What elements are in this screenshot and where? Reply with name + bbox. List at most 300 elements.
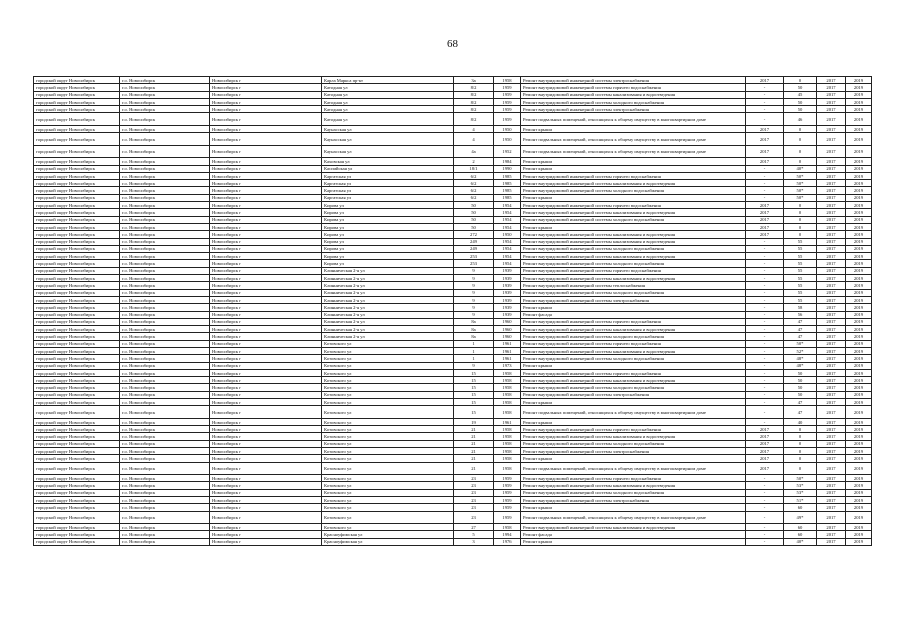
table-row (34, 296, 872, 303)
house-cell: 9 (454, 267, 494, 274)
table-row (34, 440, 872, 447)
period-end-cell: 2019 (846, 418, 872, 425)
period-start-cell: 2017 (817, 355, 846, 362)
street-cell: Кирова ул (322, 216, 454, 223)
wear-percent-cell: 47 (784, 318, 817, 325)
street-cell: Карла Маркса пр-кт (322, 77, 454, 84)
municipality-cell: городской округ Новосибирск (34, 158, 120, 165)
municipality-cell: городской округ Новосибирск (34, 311, 120, 318)
period-end-cell: 2019 (846, 216, 872, 223)
period-end-cell: 2019 (846, 106, 872, 113)
municipality-cell: городской округ Новосибирск (34, 433, 120, 440)
settlement-cell: Новосибирск г (210, 145, 322, 158)
house-cell: 21 (454, 433, 494, 440)
period-start-cell: 2017 (817, 377, 846, 384)
period-start-cell: 2017 (817, 202, 846, 209)
period-start-cell: 2017 (817, 538, 846, 545)
table-row (34, 497, 872, 504)
municipality-cell: городской округ Новосибирск (34, 448, 120, 455)
settlement-cell: Новосибирск г (210, 106, 322, 113)
district-cell: г.о. Новосибирск (120, 98, 210, 105)
work-type-cell: Ремонт внутридомовой инженерной системы холодного водоснабжения (521, 384, 746, 391)
street-cell: Клинническая 2-я ул (322, 311, 454, 318)
house-cell: 18/1 (454, 165, 494, 172)
start-year-cell: 2017 (746, 426, 784, 433)
municipality-cell: городской округ Новосибирск (34, 391, 120, 398)
district-cell: г.о. Новосибирск (120, 282, 210, 289)
year-built-cell: 1958 (494, 77, 521, 84)
table-row (34, 289, 872, 296)
municipality-cell: городской округ Новосибирск (34, 133, 120, 146)
street-cell: Клинническая 2-я ул (322, 326, 454, 333)
house-cell: 50 (454, 216, 494, 223)
period-end-cell: 2019 (846, 296, 872, 303)
district-cell: г.о. Новосибирск (120, 158, 210, 165)
settlement-cell: Новосибирск г (210, 158, 322, 165)
settlement-cell: Новосибирск г (210, 355, 322, 362)
street-cell: Котовского ул (322, 384, 454, 391)
start-year-cell: - (746, 418, 784, 425)
table-row (34, 418, 872, 425)
start-year-cell: - (746, 475, 784, 482)
period-start-cell: 2017 (817, 172, 846, 179)
street-cell: Котовского ул (322, 433, 454, 440)
house-cell: 8/2 (454, 84, 494, 91)
year-built-cell: 1961 (494, 348, 521, 355)
wear-percent-cell: 50 (784, 98, 817, 105)
period-start-cell: 2017 (817, 216, 846, 223)
house-cell: 9 (454, 282, 494, 289)
table-row (34, 362, 872, 369)
settlement-cell: Новосибирск г (210, 98, 322, 105)
wear-percent-cell: 55 (784, 238, 817, 245)
year-built-cell: 1958 (494, 384, 521, 391)
work-type-cell: Ремонт крыши (521, 399, 746, 406)
municipality-cell: городской округ Новосибирск (34, 296, 120, 303)
table-row (34, 426, 872, 433)
start-year-cell: - (746, 399, 784, 406)
start-year-cell: - (746, 253, 784, 260)
street-cell: Кирова ул (322, 209, 454, 216)
municipality-cell: городской округ Новосибирск (34, 377, 120, 384)
period-end-cell: 2019 (846, 145, 872, 158)
wear-percent-cell: 60 (784, 531, 817, 538)
municipality-cell: городской округ Новосибирск (34, 497, 120, 504)
work-type-cell: Ремонт внутридомовой инженерной системы горячего водоснабжения (521, 369, 746, 376)
year-built-cell: 1939 (494, 311, 521, 318)
municipality-cell: городской округ Новосибирск (34, 245, 120, 252)
period-start-cell: 2017 (817, 326, 846, 333)
year-built-cell: 1958 (494, 426, 521, 433)
settlement-cell: Новосибирск г (210, 223, 322, 230)
table-row (34, 275, 872, 282)
work-type-cell: Ремонт подвальных помещений, относящихся к общему имуществу в многоквартирном доме (521, 133, 746, 146)
period-end-cell: 2019 (846, 158, 872, 165)
municipality-cell: городской округ Новосибирск (34, 172, 120, 179)
wear-percent-cell: 0 (784, 202, 817, 209)
house-cell: 6/2 (454, 187, 494, 194)
period-start-cell: 2017 (817, 369, 846, 376)
period-start-cell: 2017 (817, 238, 846, 245)
table-row (34, 180, 872, 187)
work-type-cell: Ремонт крыши (521, 362, 746, 369)
start-year-cell: - (746, 538, 784, 545)
year-built-cell: 1958 (494, 440, 521, 447)
street-cell: Котовского ул (322, 355, 454, 362)
municipality-cell: городской округ Новосибирск (34, 362, 120, 369)
work-type-cell: Ремонт крыши (521, 158, 746, 165)
wear-percent-cell: 50 (784, 84, 817, 91)
period-start-cell: 2017 (817, 253, 846, 260)
table-row (34, 326, 872, 333)
district-cell: г.о. Новосибирск (120, 348, 210, 355)
settlement-cell: Новосибирск г (210, 362, 322, 369)
district-cell: г.о. Новосибирск (120, 326, 210, 333)
municipality-cell: городской округ Новосибирск (34, 194, 120, 201)
work-type-cell: Ремонт подвальных помещений, относящихся к общему имуществу в многоквартирном доме (521, 511, 746, 524)
wear-percent-cell: 40 (784, 418, 817, 425)
table-row (34, 165, 872, 172)
year-built-cell: 1958 (494, 524, 521, 531)
municipality-cell: городской округ Новосибирск (34, 475, 120, 482)
table-row (34, 267, 872, 274)
start-year-cell: 2017 (746, 209, 784, 216)
district-cell: г.о. Новосибирск (120, 216, 210, 223)
municipality-cell: городской округ Новосибирск (34, 253, 120, 260)
table-row (34, 369, 872, 376)
work-type-cell: Ремонт внутридомовой инженерной системы канализования и водоотведения (521, 209, 746, 216)
wear-percent-cell: 50* (784, 180, 817, 187)
table-row (34, 462, 872, 475)
table-row (34, 202, 872, 209)
wear-percent-cell: 50* (784, 475, 817, 482)
table-row (34, 475, 872, 482)
wear-percent-cell: 55 (784, 289, 817, 296)
settlement-cell: Новосибирск г (210, 455, 322, 462)
table-row (34, 348, 872, 355)
year-built-cell: 1985 (494, 180, 521, 187)
period-start-cell: 2017 (817, 418, 846, 425)
work-type-cell: Ремонт внутридомовой инженерной системы холодного водоснабжения (521, 355, 746, 362)
district-cell: г.о. Новосибирск (120, 475, 210, 482)
start-year-cell: - (746, 497, 784, 504)
year-built-cell: 1959 (494, 504, 521, 511)
house-cell: 6/2 (454, 180, 494, 187)
wear-percent-cell: 52* (784, 348, 817, 355)
work-type-cell: Ремонт внутридомовой инженерной системы горячего водоснабжения (521, 475, 746, 482)
period-end-cell: 2019 (846, 165, 872, 172)
start-year-cell: - (746, 113, 784, 126)
work-type-cell: Ремонт внутридомовой инженерной системы холодного водоснабжения (521, 489, 746, 496)
street-cell: Каргатская ул (322, 172, 454, 179)
year-built-cell: 1961 (494, 418, 521, 425)
house-cell: 21 (454, 448, 494, 455)
table-row (34, 223, 872, 230)
district-cell: г.о. Новосибирск (120, 384, 210, 391)
street-cell: Клинническая 2-я ул (322, 304, 454, 311)
period-end-cell: 2019 (846, 504, 872, 511)
table-row (34, 113, 872, 126)
work-type-cell: Ремонт фасада (521, 531, 746, 538)
house-cell: 3а (454, 77, 494, 84)
period-start-cell: 2017 (817, 106, 846, 113)
municipality-cell: городской округ Новосибирск (34, 511, 120, 524)
period-start-cell: 2017 (817, 475, 846, 482)
period-start-cell: 2017 (817, 113, 846, 126)
wear-percent-cell: 60 (784, 524, 817, 531)
period-end-cell: 2019 (846, 406, 872, 419)
period-end-cell: 2019 (846, 362, 872, 369)
start-year-cell: - (746, 384, 784, 391)
work-type-cell: Ремонт внутридомовой инженерной системы горячего водоснабжения (521, 172, 746, 179)
table-row (34, 194, 872, 201)
settlement-cell: Новосибирск г (210, 187, 322, 194)
street-cell: Каргатская ул (322, 180, 454, 187)
year-built-cell: 1958 (494, 433, 521, 440)
street-cell: Котовского ул (322, 348, 454, 355)
district-cell: г.о. Новосибирск (120, 311, 210, 318)
district-cell: г.о. Новосибирск (120, 238, 210, 245)
table-row (34, 311, 872, 318)
period-start-cell: 2017 (817, 340, 846, 347)
start-year-cell: - (746, 333, 784, 340)
work-type-cell: Ремонт внутридомовой инженерной системы холодного водоснабжения (521, 440, 746, 447)
start-year-cell: 2017 (746, 202, 784, 209)
house-cell: 6/2 (454, 194, 494, 201)
wear-percent-cell: 0 (784, 426, 817, 433)
house-cell: 23 (454, 475, 494, 482)
period-start-cell: 2017 (817, 165, 846, 172)
table-row (34, 448, 872, 455)
work-type-cell: Ремонт внутридомовой инженерной системы холодного водоснабжения (521, 216, 746, 223)
street-cell: Катодная ул (322, 113, 454, 126)
street-cell: Кирова ул (322, 231, 454, 238)
house-cell: 8/2 (454, 106, 494, 113)
period-end-cell: 2019 (846, 377, 872, 384)
year-built-cell: 1954 (494, 245, 521, 252)
house-cell: 21 (454, 426, 494, 433)
municipality-cell: городской округ Новосибирск (34, 426, 120, 433)
wear-percent-cell: 0 (784, 158, 817, 165)
settlement-cell: Новосибирск г (210, 202, 322, 209)
start-year-cell: - (746, 377, 784, 384)
street-cell: Клинническая 2-я ул (322, 333, 454, 340)
period-end-cell: 2019 (846, 340, 872, 347)
start-year-cell: - (746, 355, 784, 362)
start-year-cell: - (746, 84, 784, 91)
municipality-cell: городской округ Новосибирск (34, 165, 120, 172)
period-start-cell: 2017 (817, 77, 846, 84)
street-cell: Котовского ул (322, 455, 454, 462)
house-cell: 253 (454, 253, 494, 260)
house-cell: 9 (454, 311, 494, 318)
period-start-cell: 2017 (817, 531, 846, 538)
table-row (34, 158, 872, 165)
table-row (34, 238, 872, 245)
house-cell: 50 (454, 202, 494, 209)
settlement-cell: Новосибирск г (210, 462, 322, 475)
work-type-cell: Ремонт подвальных помещений, относящихся к общему имуществу в многоквартирном доме (521, 406, 746, 419)
settlement-cell: Новосибирск г (210, 482, 322, 489)
settlement-cell: Новосибирск г (210, 531, 322, 538)
period-start-cell: 2017 (817, 504, 846, 511)
start-year-cell: - (746, 482, 784, 489)
period-start-cell: 2017 (817, 311, 846, 318)
district-cell: г.о. Новосибирск (120, 489, 210, 496)
year-built-cell: 1958 (494, 369, 521, 376)
district-cell: г.о. Новосибирск (120, 260, 210, 267)
work-type-cell: Ремонт подвальных помещений, относящихся к общему имуществу в многоквартирном доме (521, 145, 746, 158)
settlement-cell: Новосибирск г (210, 231, 322, 238)
period-end-cell: 2019 (846, 187, 872, 194)
work-type-cell: Ремонт внутридомовой инженерной системы горячего водоснабжения (521, 267, 746, 274)
table-row (34, 333, 872, 340)
house-cell: 249 (454, 238, 494, 245)
street-cell: Каргатская ул (322, 194, 454, 201)
house-cell: 23 (454, 497, 494, 504)
municipality-cell: городской округ Новосибирск (34, 384, 120, 391)
year-built-cell: 1958 (494, 399, 521, 406)
table-row (34, 172, 872, 179)
period-start-cell: 2017 (817, 362, 846, 369)
settlement-cell: Новосибирск г (210, 238, 322, 245)
settlement-cell: Новосибирск г (210, 406, 322, 419)
period-end-cell: 2019 (846, 433, 872, 440)
work-type-cell: Ремонт крыши (521, 504, 746, 511)
settlement-cell: Новосибирск г (210, 275, 322, 282)
period-end-cell: 2019 (846, 399, 872, 406)
work-type-cell: Ремонт крыши (521, 418, 746, 425)
page-number: 68 (447, 38, 458, 50)
year-built-cell: 1939 (494, 289, 521, 296)
settlement-cell: Новосибирск г (210, 172, 322, 179)
wear-percent-cell: 55 (784, 260, 817, 267)
settlement-cell: Новосибирск г (210, 180, 322, 187)
wear-percent-cell: 50* (784, 187, 817, 194)
municipality-cell: городской округ Новосибирск (34, 326, 120, 333)
municipality-cell: городской округ Новосибирск (34, 489, 120, 496)
district-cell: г.о. Новосибирск (120, 440, 210, 447)
house-cell: 19 (454, 418, 494, 425)
street-cell: Каспийская ул (322, 165, 454, 172)
house-cell: 8а (454, 333, 494, 340)
table-row (34, 106, 872, 113)
year-built-cell: 1952 (494, 145, 521, 158)
house-cell: 9 (454, 275, 494, 282)
street-cell: Котовского ул (322, 362, 454, 369)
settlement-cell: Новосибирск г (210, 440, 322, 447)
district-cell: г.о. Новосибирск (120, 113, 210, 126)
table-row (34, 538, 872, 545)
table-row (34, 482, 872, 489)
district-cell: г.о. Новосибирск (120, 433, 210, 440)
start-year-cell: - (746, 282, 784, 289)
year-built-cell: 1960 (494, 333, 521, 340)
start-year-cell: - (746, 238, 784, 245)
start-year-cell: - (746, 311, 784, 318)
wear-percent-cell: 0 (784, 145, 817, 158)
wear-percent-cell: 55 (784, 275, 817, 282)
house-cell: 272 (454, 231, 494, 238)
work-type-cell: Ремонт крыши (521, 125, 746, 132)
table-row (34, 318, 872, 325)
start-year-cell: - (746, 504, 784, 511)
period-start-cell: 2017 (817, 145, 846, 158)
year-built-cell: 1939 (494, 267, 521, 274)
municipality-cell: городской округ Новосибирск (34, 125, 120, 132)
house-cell: 4 (454, 133, 494, 146)
wear-percent-cell: 55 (784, 296, 817, 303)
district-cell: г.о. Новосибирск (120, 209, 210, 216)
table-row (34, 406, 872, 419)
street-cell: Катодная ул (322, 84, 454, 91)
period-end-cell: 2019 (846, 497, 872, 504)
municipality-cell: городской округ Новосибирск (34, 98, 120, 105)
settlement-cell: Новосибирск г (210, 369, 322, 376)
start-year-cell: 2017 (746, 216, 784, 223)
table-body (34, 77, 872, 546)
year-built-cell: 1939 (494, 296, 521, 303)
period-start-cell: 2017 (817, 524, 846, 531)
period-start-cell: 2017 (817, 194, 846, 201)
year-built-cell: 1961 (494, 340, 521, 347)
work-type-cell: Ремонт внутридомовой инженерной системы теплоснабжения (521, 282, 746, 289)
settlement-cell: Новосибирск г (210, 84, 322, 91)
period-end-cell: 2019 (846, 482, 872, 489)
work-type-cell: Ремонт крыши (521, 194, 746, 201)
period-start-cell: 2017 (817, 125, 846, 132)
start-year-cell: 2017 (746, 231, 784, 238)
municipality-cell: городской округ Новосибирск (34, 180, 120, 187)
start-year-cell: - (746, 245, 784, 252)
district-cell: г.о. Новосибирск (120, 418, 210, 425)
settlement-cell: Новосибирск г (210, 267, 322, 274)
table-row (34, 489, 872, 496)
district-cell: г.о. Новосибирск (120, 369, 210, 376)
district-cell: г.о. Новосибирск (120, 253, 210, 260)
period-end-cell: 2019 (846, 172, 872, 179)
period-end-cell: 2019 (846, 391, 872, 398)
street-cell: Красноуфимская ул (322, 531, 454, 538)
municipality-cell: городской округ Новосибирск (34, 216, 120, 223)
work-type-cell: Ремонт внутридомовой инженерной системы горячего водоснабжения (521, 84, 746, 91)
wear-percent-cell: 50 (784, 377, 817, 384)
house-cell: 4 (454, 125, 494, 132)
table-row (34, 399, 872, 406)
house-cell: 6/2 (454, 172, 494, 179)
house-cell: 4а (454, 145, 494, 158)
district-cell: г.о. Новосибирск (120, 180, 210, 187)
house-cell: 21 (454, 440, 494, 447)
work-type-cell: Ремонт внутридомовой инженерной системы горячего водоснабжения (521, 426, 746, 433)
period-start-cell: 2017 (817, 245, 846, 252)
work-type-cell: Ремонт внутридомовой инженерной системы электроснабжения (521, 296, 746, 303)
period-end-cell: 2019 (846, 267, 872, 274)
start-year-cell: - (746, 406, 784, 419)
year-built-cell: 1954 (494, 253, 521, 260)
table-row (34, 216, 872, 223)
year-built-cell: 1958 (494, 377, 521, 384)
year-built-cell: 1985 (494, 187, 521, 194)
settlement-cell: Новосибирск г (210, 304, 322, 311)
municipality-cell: городской округ Новосибирск (34, 223, 120, 230)
settlement-cell: Новосибирск г (210, 289, 322, 296)
street-cell: Котовского ул (322, 406, 454, 419)
period-start-cell: 2017 (817, 260, 846, 267)
table-row (34, 91, 872, 98)
district-cell: г.о. Новосибирск (120, 340, 210, 347)
street-cell: Каховская ул (322, 158, 454, 165)
